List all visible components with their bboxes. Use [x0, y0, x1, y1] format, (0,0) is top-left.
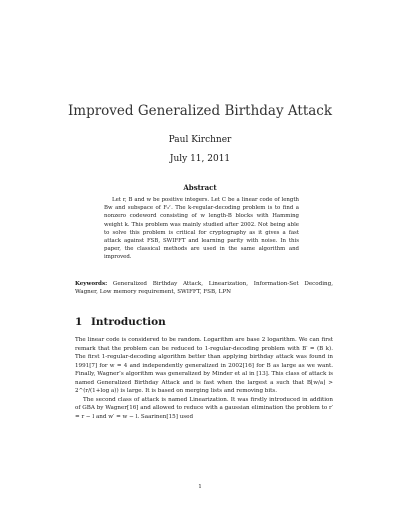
page-number: 1 — [198, 484, 202, 490]
section-heading — [75, 316, 333, 328]
abstract-heading: Abstract — [183, 183, 217, 192]
paper-date: July 11, 2011 — [169, 154, 231, 164]
section-body — [75, 336, 333, 421]
paragraph: The linear code is considered to be random. Logarithm are base 2 logarithm. We can first remark that the problem can be reduced to 1-regular-decoding problem with B′ = (B k). The first 1-regular-decoding algorithm better than applying birthday attack was found in 1991[7] for w = 4 and independently generalized in 2002[16] for B as large as we want. Finally, Wagner’s algorithm was generalized by Minder et al in [13]. This class of attack is named Generalized Birthday Attack and is fast when the largest a such that B⌊w/a⌋ > 2^(r/(1+log a)) is large. It is based on merging lists and removing bits. — [75, 337, 333, 395]
keywords-label: Keywords: — [75, 281, 108, 287]
paragraph: The second class of attack is named Linearization. It was firstly introduced in addition of GBA by Wagner[16] and allowed to reduce with a gaussian elimination the problem to r′ = r − l and w′ = w − l. Saarinen[15] used — [75, 396, 333, 420]
keywords-text: Generalized Birthday Attack, Linearization, Information-Set Decoding, Wagner, Low memory requirement, SWIFFT, FSB, LPN — [75, 281, 333, 296]
paper-title: Improved Generalized Birthday Attack — [67, 103, 333, 119]
abstract-text: Let r, B and w be positive integers. Let C be a linear code of length Bw and subspace of F₂ʳ. The k-regular-decoding problem is to find a nonzero codeword consisting of w length-B blocks with Hamming weight k. This problem was mainly studied after 2002. Not being able to solve this problem is critical for cryptography as it gives a fast attack against FSB, SWIFFT and learning parity with noise. In this paper, the classical methods are used in the same algorithm and improved. — [104, 197, 299, 261]
section-number: 1 — [75, 316, 83, 328]
keywords — [75, 280, 333, 297]
paper-author: Paul Kirchner — [168, 135, 232, 145]
section-title: Introduction — [91, 316, 166, 328]
